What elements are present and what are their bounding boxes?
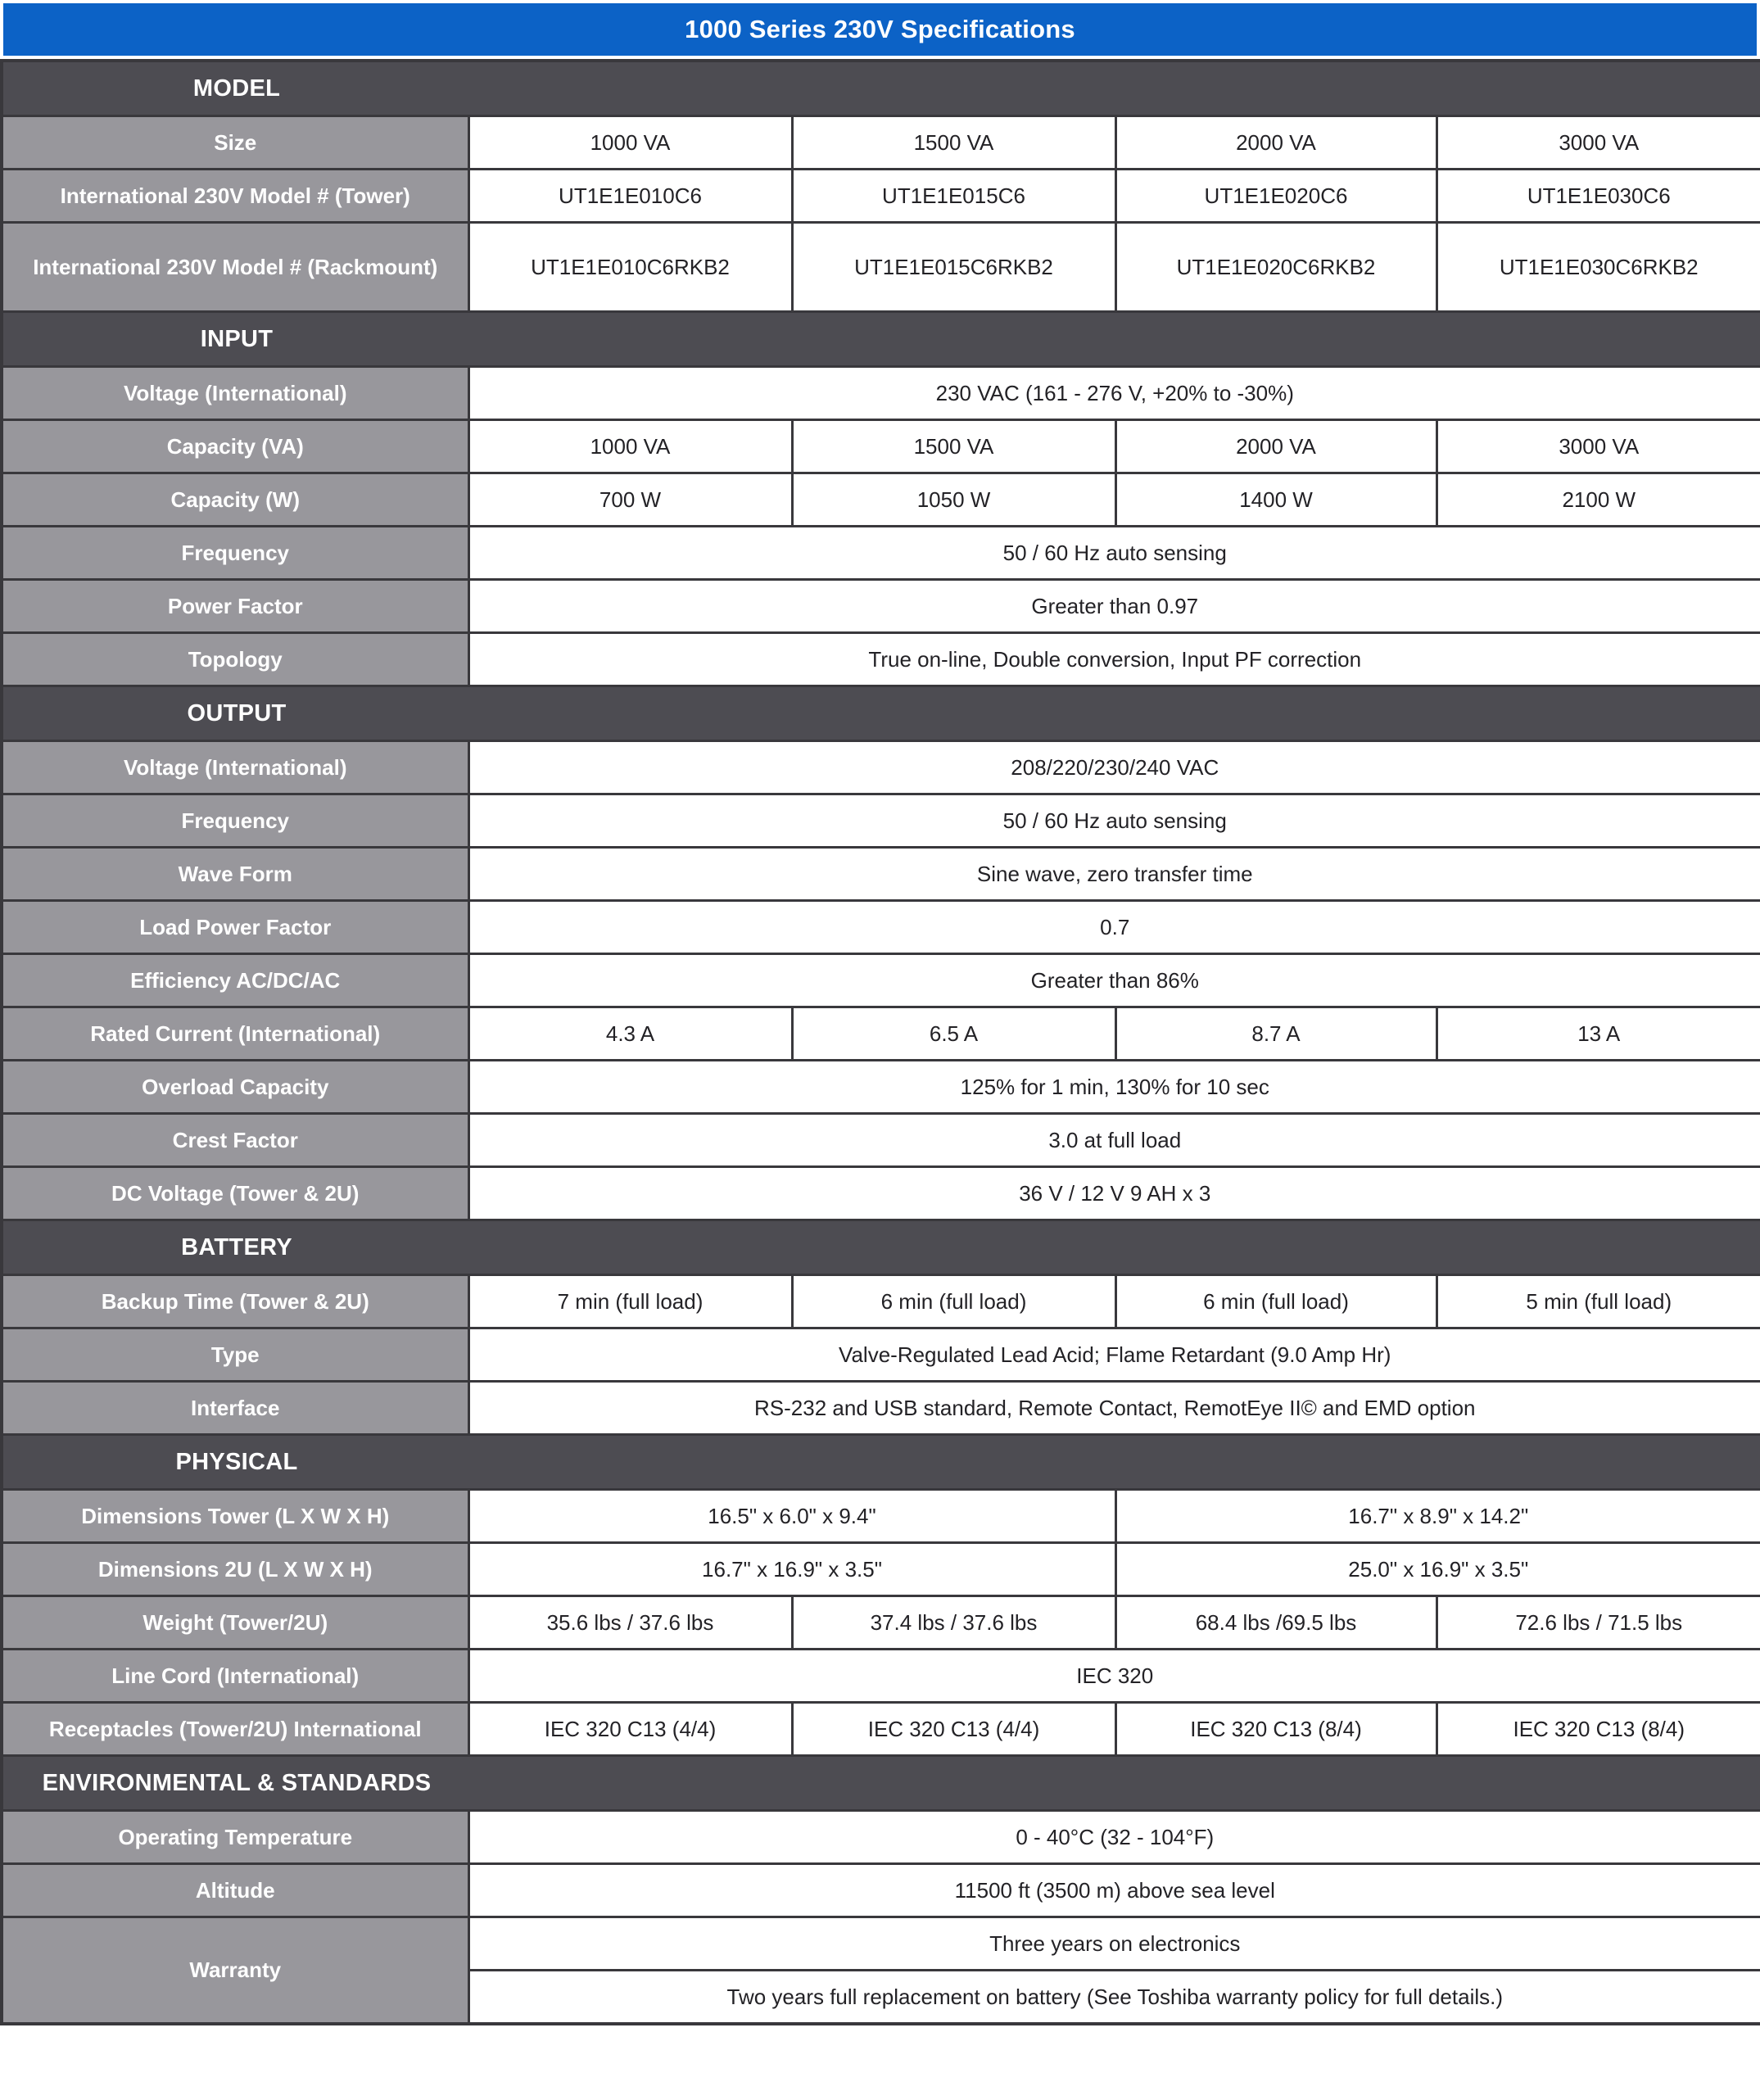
row-label: Topology (2, 633, 468, 686)
row-label: Weight (Tower/2U) (2, 1596, 468, 1650)
table-row-rated-current (2, 1007, 1760, 1061)
row-label: Line Cord (International) (2, 1650, 468, 1703)
cell-value: 6.5 A (792, 1007, 1115, 1061)
cell-value: 8.7 A (1115, 1007, 1437, 1061)
table-row-output-frequency (2, 794, 1760, 848)
table-row-capacity-va (2, 420, 1760, 473)
cell-value: 37.4 lbs / 37.6 lbs (792, 1596, 1115, 1650)
row-label: Voltage (International) (2, 741, 468, 794)
table-row-weight (2, 1596, 1760, 1650)
cell-span-value: Valve-Regulated Lead Acid; Flame Retardant (9.0 Amp Hr) (468, 1328, 1760, 1382)
row-label: Receptacles (Tower/2U) International (2, 1703, 468, 1756)
row-label: Efficiency AC/DC/AC (2, 954, 468, 1007)
cell-value: 13 A (1437, 1007, 1760, 1061)
table-row-crest-factor (2, 1114, 1760, 1167)
cell-span-value: RS-232 and USB standard, Remote Contact, RemotEye II© and EMD option (468, 1382, 1760, 1435)
cell-value: IEC 320 C13 (4/4) (792, 1703, 1115, 1756)
cell-span-value: 208/220/230/240 VAC (468, 741, 1760, 794)
table-row-topology (2, 633, 1760, 686)
cell-value: UT1E1E015C6RKB2 (792, 223, 1115, 312)
cell-value: 68.4 lbs /69.5 lbs (1115, 1596, 1437, 1650)
cell-value: 1050 W (792, 473, 1115, 527)
cell-value: UT1E1E020C6RKB2 (1115, 223, 1437, 312)
table-row-wave-form (2, 848, 1760, 901)
cell-span-value: 50 / 60 Hz auto sensing (468, 527, 1760, 580)
cell-span-value: Two years full replacement on battery (See Toshiba warranty policy for full details.) (468, 1971, 1760, 2025)
row-label: Capacity (W) (2, 473, 468, 527)
table-row-altitude (2, 1864, 1760, 1917)
table-row-capacity-w (2, 473, 1760, 527)
cell-span-value: 230 VAC (161 - 276 V, +20% to -30%) (468, 367, 1760, 420)
row-label: Crest Factor (2, 1114, 468, 1167)
cell-value: UT1E1E010C6 (468, 170, 792, 223)
cell-pair-value: 25.0" x 16.9" x 3.5" (1115, 1543, 1760, 1596)
cell-value: 3000 VA (1437, 116, 1760, 170)
table-row-output-voltage (2, 741, 1760, 794)
cell-value: IEC 320 C13 (8/4) (1115, 1703, 1437, 1756)
cell-value: UT1E1E010C6RKB2 (468, 223, 792, 312)
cell-span-value: 3.0 at full load (468, 1114, 1760, 1167)
table-row-battery-type (2, 1328, 1760, 1382)
table-row-backup-time (2, 1275, 1760, 1328)
section-header-cell (2, 1435, 1760, 1490)
section-header-cell (2, 686, 1760, 741)
cell-span-value: Greater than 86% (468, 954, 1760, 1007)
cell-span-value: IEC 320 (468, 1650, 1760, 1703)
row-label: Type (2, 1328, 468, 1382)
table-row-input-frequency (2, 527, 1760, 580)
cell-value: IEC 320 C13 (4/4) (468, 1703, 792, 1756)
cell-value: UT1E1E015C6 (792, 170, 1115, 223)
cell-value: 1500 VA (792, 116, 1115, 170)
cell-value: 2000 VA (1115, 420, 1437, 473)
section-header-label: MODEL (192, 75, 281, 102)
cell-value: 1400 W (1115, 473, 1437, 527)
section-header-label: OUTPUT (187, 699, 287, 726)
cell-span-value: True on-line, Double conversion, Input PF correction (468, 633, 1760, 686)
row-label: Voltage (International) (2, 367, 468, 420)
row-label: Size (2, 116, 468, 170)
cell-span-value: 36 V / 12 V 9 AH x 3 (468, 1167, 1760, 1220)
cell-value: 3000 VA (1437, 420, 1760, 473)
row-label: International 230V Model # (Rackmount) (2, 223, 468, 312)
row-label: Interface (2, 1382, 468, 1435)
cell-value: UT1E1E020C6 (1115, 170, 1437, 223)
table-row-size (2, 116, 1760, 170)
table-row-dimensions-2u (2, 1543, 1760, 1596)
row-label: Overload Capacity (2, 1061, 468, 1114)
cell-value: IEC 320 C13 (8/4) (1437, 1703, 1760, 1756)
cell-span-value: 11500 ft (3500 m) above sea level (468, 1864, 1760, 1917)
table-row-model-tower (2, 170, 1760, 223)
section-header-cell (2, 312, 1760, 367)
table-row-overload-capacity (2, 1061, 1760, 1114)
row-label: Capacity (VA) (2, 420, 468, 473)
cell-pair-value: 16.7" x 8.9" x 14.2" (1115, 1490, 1760, 1543)
section-header-label: BATTERY (181, 1233, 292, 1260)
cell-value: 35.6 lbs / 37.6 lbs (468, 1596, 792, 1650)
row-label: Dimensions Tower (L X W X H) (2, 1490, 468, 1543)
table-row-power-factor (2, 580, 1760, 633)
row-label: DC Voltage (Tower & 2U) (2, 1167, 468, 1220)
section-row-battery (2, 1220, 1760, 1275)
cell-value: 2100 W (1437, 473, 1760, 527)
row-label: Wave Form (2, 848, 468, 901)
cell-pair-value: 16.7" x 16.9" x 3.5" (468, 1543, 1115, 1596)
cell-value: UT1E1E030C6RKB2 (1437, 223, 1760, 312)
cell-span-value: 0.7 (468, 901, 1760, 954)
cell-value: 72.6 lbs / 71.5 lbs (1437, 1596, 1760, 1650)
table-row-input-voltage (2, 367, 1760, 420)
cell-value: 7 min (full load) (468, 1275, 792, 1328)
specifications-table (0, 59, 1760, 2025)
cell-value: UT1E1E030C6 (1437, 170, 1760, 223)
row-label: Operating Temperature (2, 1811, 468, 1864)
row-label: Power Factor (2, 580, 468, 633)
row-label: Warranty (2, 1917, 468, 2025)
row-label: Load Power Factor (2, 901, 468, 954)
row-label: Rated Current (International) (2, 1007, 468, 1061)
section-row-output (2, 686, 1760, 741)
row-label: Dimensions 2U (L X W X H) (2, 1543, 468, 1596)
section-row-environmental (2, 1756, 1760, 1811)
section-header-label: PHYSICAL (175, 1448, 298, 1475)
cell-span-value: Sine wave, zero transfer time (468, 848, 1760, 901)
table-row-efficiency (2, 954, 1760, 1007)
cell-span-value: Greater than 0.97 (468, 580, 1760, 633)
table-row-line-cord (2, 1650, 1760, 1703)
cell-value: 5 min (full load) (1437, 1275, 1760, 1328)
row-label: International 230V Model # (Tower) (2, 170, 468, 223)
section-row-physical (2, 1435, 1760, 1490)
table-row-model-rackmount (2, 223, 1760, 312)
table-row-dimensions-tower (2, 1490, 1760, 1543)
row-label: Altitude (2, 1864, 468, 1917)
section-header-label: INPUT (200, 325, 274, 352)
cell-value: 700 W (468, 473, 792, 527)
section-header-cell (2, 61, 1760, 116)
table-row-interface (2, 1382, 1760, 1435)
table-row-operating-temperature (2, 1811, 1760, 1864)
cell-value: 1500 VA (792, 420, 1115, 473)
title-bar (3, 3, 1757, 56)
cell-span-value: 0 - 40°C (32 - 104°F) (468, 1811, 1760, 1864)
cell-value: 4.3 A (468, 1007, 792, 1061)
cell-value: 6 min (full load) (1115, 1275, 1437, 1328)
table-row-receptacles (2, 1703, 1760, 1756)
cell-value: 1000 VA (468, 116, 792, 170)
section-header-label: ENVIRONMENTAL & STANDARDS (42, 1769, 432, 1796)
section-header-cell (2, 1756, 1760, 1811)
cell-span-value: 50 / 60 Hz auto sensing (468, 794, 1760, 848)
cell-value: 1000 VA (468, 420, 792, 473)
spec-sheet-page (0, 3, 1760, 2025)
page-title: 1000 Series 230V Specifications (685, 15, 1075, 43)
cell-value: 2000 VA (1115, 116, 1437, 170)
row-label: Frequency (2, 794, 468, 848)
table-row-load-power-factor (2, 901, 1760, 954)
table-row-warranty-electronics (2, 1917, 1760, 1971)
cell-pair-value: 16.5" x 6.0" x 9.4" (468, 1490, 1115, 1543)
row-label: Backup Time (Tower & 2U) (2, 1275, 468, 1328)
table-row-dc-voltage (2, 1167, 1760, 1220)
cell-span-value: 125% for 1 min, 130% for 10 sec (468, 1061, 1760, 1114)
section-row-input (2, 312, 1760, 367)
section-header-cell (2, 1220, 1760, 1275)
cell-value: 6 min (full load) (792, 1275, 1115, 1328)
cell-span-value: Three years on electronics (468, 1917, 1760, 1971)
section-row-model (2, 61, 1760, 116)
row-label: Frequency (2, 527, 468, 580)
